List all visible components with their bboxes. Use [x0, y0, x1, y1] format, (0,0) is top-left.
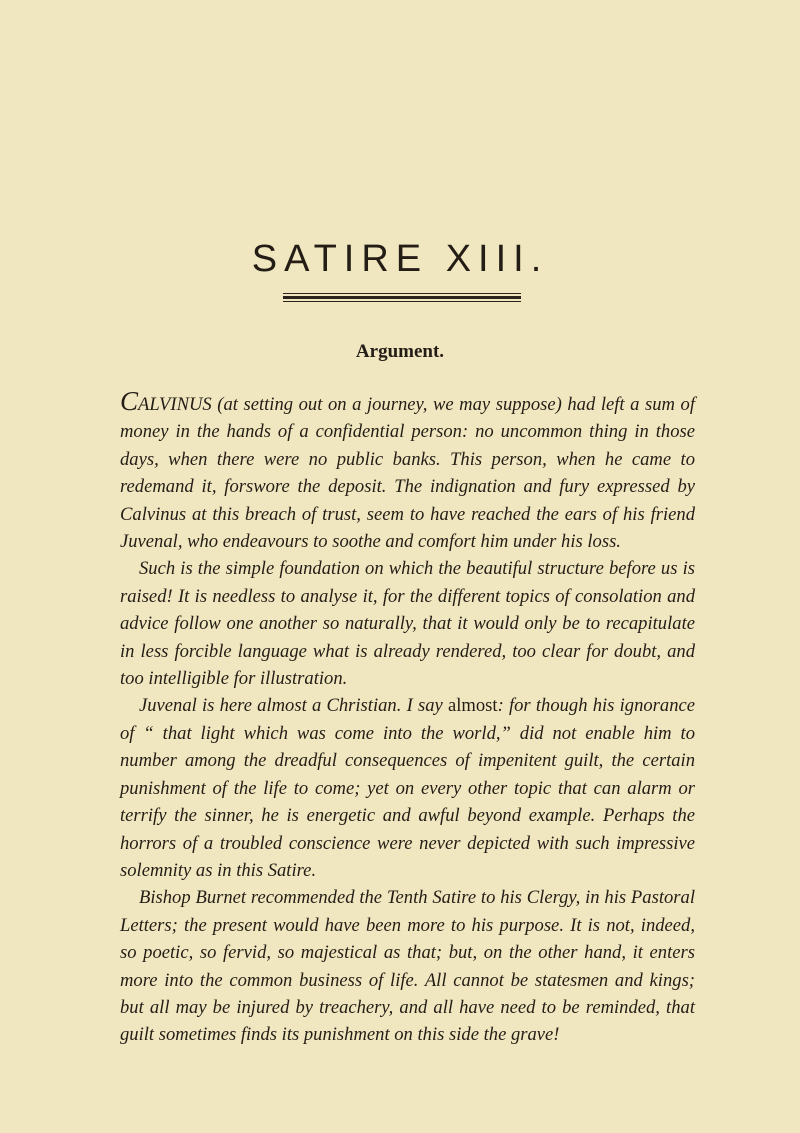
title-rule-top	[283, 293, 521, 294]
paragraph-3-before: Juvenal is here almost a Christian. I say	[139, 695, 448, 717]
paragraph-3-roman: almost	[447, 695, 498, 717]
paragraph-3	[120, 692, 695, 884]
paragraph-1	[120, 388, 695, 555]
argument-heading: Argument.	[355, 341, 445, 362]
paragraph-1-text: (at setting out on a journey, we may suppose) had left a sum of money in the hands of a confidential person: no uncommon thing in those days, when there were no public banks. This person, when he came to redemand it, forswore the deposit. The indignation and fury expressed by Calvinus at this breach of trust, seem to have reached the ears of his friend Juvenal, who endeavours to soothe and comfort him under his loss.	[120, 394, 695, 553]
calvinus-smallcaps: ALVINUS	[138, 394, 212, 415]
paragraph-4: Bishop Burnet recommended the Tenth Satire to his Clergy, in his Pastoral Letters; the present would have been more to his purpose. It is not, indeed, so poetic, so fervid, so majestical as that; but, on the other hand, it enters more into the common business of life. All cannot be statesmen and kings; but all may be injured by treachery, and all have need to be reminded, that guilt sometimes finds its punishment on this side the grave!	[120, 887, 695, 1046]
drop-cap: C	[120, 386, 139, 416]
title-rule-thick	[283, 296, 521, 299]
paragraph-3-after: : for though his ignorance of “ that light which was come into the world,” did not enable him to number among the dreadful consequences of impenitent guilt, the certain punishment of the life to come; yet on every other topic that can alarm or terrify the sinner, he is energetic and awful beyond example. Perhaps the horrors of a troubled conscience were never depicted with such impressive solemnity as in this Satire.	[120, 695, 696, 881]
title-rule-bottom	[283, 301, 521, 302]
satire-title: SATIRE XIII.	[251, 238, 549, 280]
argument-body	[120, 388, 695, 1049]
paragraph-2: Such is the simple foundation on which the beautiful structure before us is raised! It is needless to analyse it, for the different topics of consolation and advice follow one another so naturally, that it would only be to recapitulate in less forcible language what is already rendered, too clear for doubt, and too intelligible for illustration.	[120, 558, 695, 690]
